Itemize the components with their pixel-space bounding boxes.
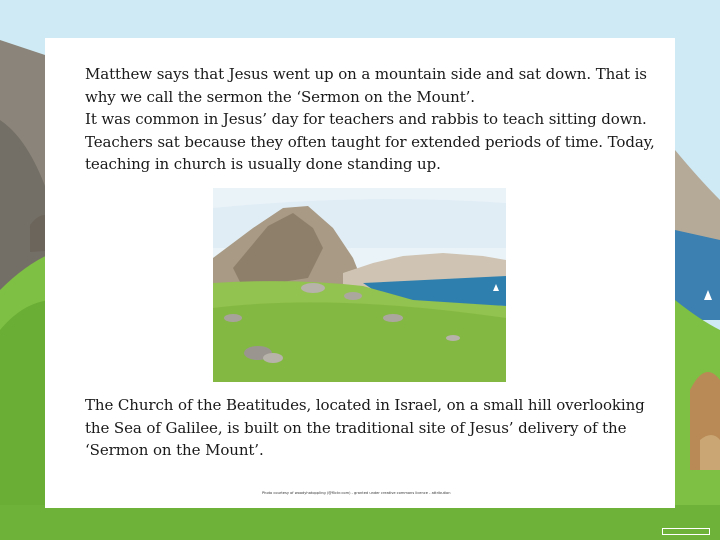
corner-thumbnail	[662, 528, 710, 535]
photo-credit: Photo courtesy of woodyhatoppling (@flickr.com) - granted under creative commons licence - attribution	[262, 491, 451, 495]
church-caption: The Church of the Beatitudes, located in Israel, on a small hill overlooking the Sea of Galilee, is built on the traditional site of Jesus’ delivery of the ‘Sermon on the Mount’.	[85, 396, 645, 459]
intro-text-block	[85, 63, 665, 176]
paragraph-mountain: Matthew says that Jesus went up on a mountain side and sat down. That is why we call the sermon the ‘Sermon on the Mount’.	[85, 65, 647, 106]
content-card	[45, 38, 675, 508]
mountain-landscape-photo	[213, 188, 506, 382]
paragraph-teaching: It was common in Jesus’ day for teachers and rabbis to teach sitting down. Teachers sat because they often taught for extended periods of time. Today, teaching in church is usually done standing up.	[85, 110, 655, 173]
